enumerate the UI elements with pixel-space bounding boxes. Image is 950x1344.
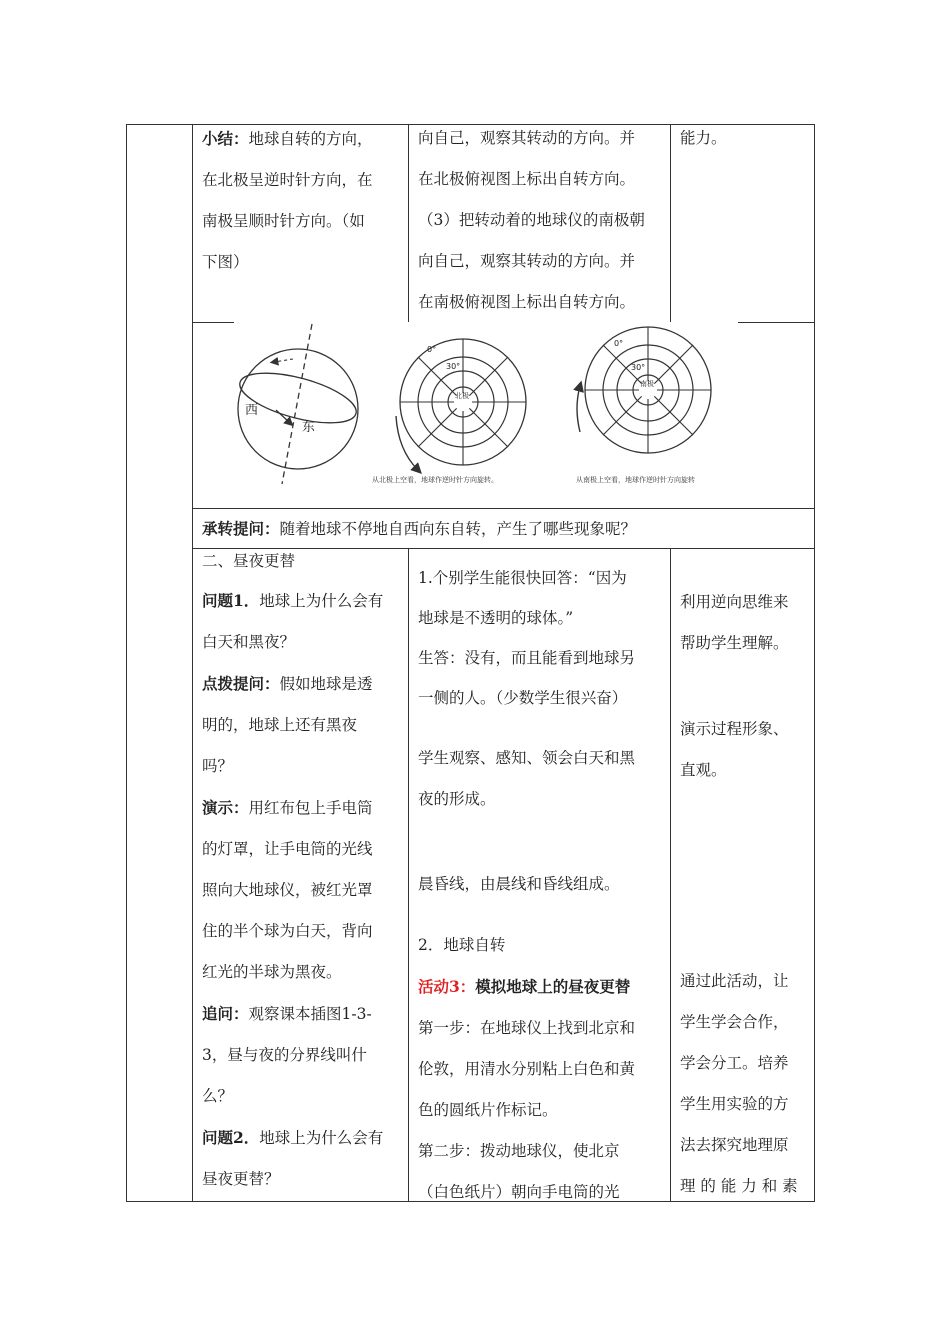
purpose-block-2: [680, 709, 789, 791]
transition-label: 承转提问：: [202, 519, 280, 538]
demo-text: 用红布包上手电筒: [248, 799, 373, 817]
south-view-caption: 从南极上空看，地球作逆时针方向旋转: [576, 476, 695, 484]
answer-text: 一侧的人。（少数学生很兴奋）: [418, 689, 628, 707]
activity-title: 模拟地球上的昼夜更替: [475, 977, 631, 996]
follow-text: 么？: [202, 1087, 234, 1105]
answer-text: 学生观察、感知、领会白天和黑: [418, 749, 636, 767]
summary-label: 小结：: [202, 129, 249, 148]
follow-label: 追问：: [202, 1004, 249, 1023]
demo-text: 照向大地球仪，被红光罩: [202, 881, 373, 899]
purpose-text: 帮助学生理解。: [680, 634, 789, 652]
north-deg30-label: 30°: [446, 362, 461, 371]
column-divider-1: [192, 124, 193, 1202]
student-answer-block-3: [418, 864, 620, 905]
subsection-title: 2．地球自转: [418, 936, 506, 954]
student-answer-block-4: [418, 925, 635, 1213]
question2-text: 昼夜更替？: [202, 1170, 280, 1188]
south-center-label: 南极: [640, 380, 654, 388]
purpose-text: 学生学会合作，: [680, 1013, 789, 1031]
question1-text: 白天和黑夜？: [202, 633, 296, 651]
question2-text: 地球上为什么会有: [259, 1129, 384, 1147]
answer-text: 地球是不透明的球体。”: [418, 609, 574, 627]
purpose-text: 能力。: [680, 129, 727, 147]
purpose-text: 利用逆向思维来: [680, 593, 789, 611]
hint-label: 点拨提问：: [202, 674, 280, 693]
student-answer-block-2: [418, 738, 635, 820]
summary-cell: [202, 118, 373, 283]
hint-text: 明的，地球上还有黑夜: [202, 716, 358, 734]
step-text: 色的圆纸片作标记。: [418, 1101, 558, 1119]
activity-line: 在南极俯视图上标出自转方向。: [418, 293, 636, 311]
activity-line: 向自己，观察其转动的方向。并: [418, 252, 636, 270]
globe-diagram: [235, 324, 361, 484]
activity-label: 活动3：: [418, 977, 476, 996]
step-text: 第一步：在地球仪上找到北京和: [418, 1019, 636, 1037]
purpose-cell-top: [680, 118, 727, 159]
purpose-text: 法去探究地理原: [680, 1136, 789, 1154]
hint-text: 假如地球是透: [279, 675, 373, 693]
south-deg0-label: 0°: [614, 339, 624, 348]
demo-label: 演示：: [202, 798, 249, 817]
north-deg0-label: 0°: [427, 345, 437, 354]
purpose-block-3: [680, 961, 798, 1207]
step-text: 伦敦，用清水分别粘上白色和黄: [418, 1060, 636, 1078]
answer-text: 1.个别学生能很快回答：“因为: [418, 569, 627, 587]
column-divider-3-top: [670, 124, 671, 322]
summary-line: 下图）: [202, 253, 249, 271]
south-pole-view: [577, 327, 711, 453]
purpose-text: 直观。: [680, 761, 727, 779]
north-pole-view: [396, 339, 526, 470]
question2-label: 问题2．: [202, 1128, 260, 1147]
hint-text: 吗？: [202, 757, 234, 775]
north-view-caption: 从北极上空看，地球作逆时针方向旋转。: [372, 476, 498, 484]
column-divider-2-bottom: [408, 548, 409, 1202]
answer-text: 夜的形成。: [418, 790, 496, 808]
globe-east-label: 东: [302, 420, 316, 435]
question1-label: 问题1．: [202, 591, 260, 610]
globe-west-label: 西: [245, 403, 259, 418]
activity-line: 向自己，观察其转动的方向。并: [418, 129, 636, 147]
table-border-right: [814, 124, 815, 1202]
student-answer-block-1: [418, 558, 635, 718]
south-deg30-label: 30°: [631, 363, 646, 372]
column-divider-2-top: [408, 124, 409, 322]
transition-text: 随着地球不停地自西向东自转，产生了哪些现象呢？: [279, 520, 637, 538]
step-text: （白色纸片）朝向手电筒的光: [418, 1183, 620, 1201]
purpose-block-1: [680, 582, 789, 664]
student-activity-cell-top: [418, 118, 645, 323]
summary-line: 南极呈顺时针方向。（如: [202, 212, 365, 230]
answer-text: 生答：没有，而且能看到地球另: [418, 649, 636, 667]
column-divider-3-bottom: [670, 548, 671, 1202]
step-text: 第二步：拨动地球仪，使北京: [418, 1142, 620, 1160]
follow-text: 3，昼与夜的分界线叫什: [202, 1046, 367, 1064]
demo-text: 红光的半球为黑夜。: [202, 963, 342, 981]
purpose-text: 理 的 能 力 和 素: [680, 1177, 798, 1195]
purpose-text: 演示过程形象、: [680, 720, 789, 738]
summary-line: 在北极呈逆时针方向，在: [202, 171, 373, 189]
summary-text: 地球自转的方向，: [248, 130, 373, 148]
purpose-text: 学生用实验的方: [680, 1095, 789, 1113]
answer-text: 晨昏线，由晨线和昏线组成。: [418, 875, 620, 893]
activity-line: （3）把转动着的地球仪的南极朝: [418, 211, 645, 229]
activity-line: 在北极俯视图上标出自转方向。: [418, 170, 636, 188]
follow-text: 观察课本插图1-3-: [248, 1005, 372, 1023]
demo-text: 的灯罩，让手电筒的光线: [202, 840, 373, 858]
purpose-text: 学会分工。培养: [680, 1054, 789, 1072]
figure-row-top-left: [192, 322, 234, 323]
question1-text: 地球上为什么会有: [259, 592, 384, 610]
section-title: 二、昼夜更替: [202, 552, 296, 570]
north-center-label: 北极: [455, 392, 469, 400]
purpose-text: 通过此活动，让: [680, 972, 789, 990]
teacher-activity-cell: [202, 542, 383, 1200]
demo-text: 住的半个球为白天，背向: [202, 922, 373, 940]
table-border-left: [126, 124, 127, 1202]
